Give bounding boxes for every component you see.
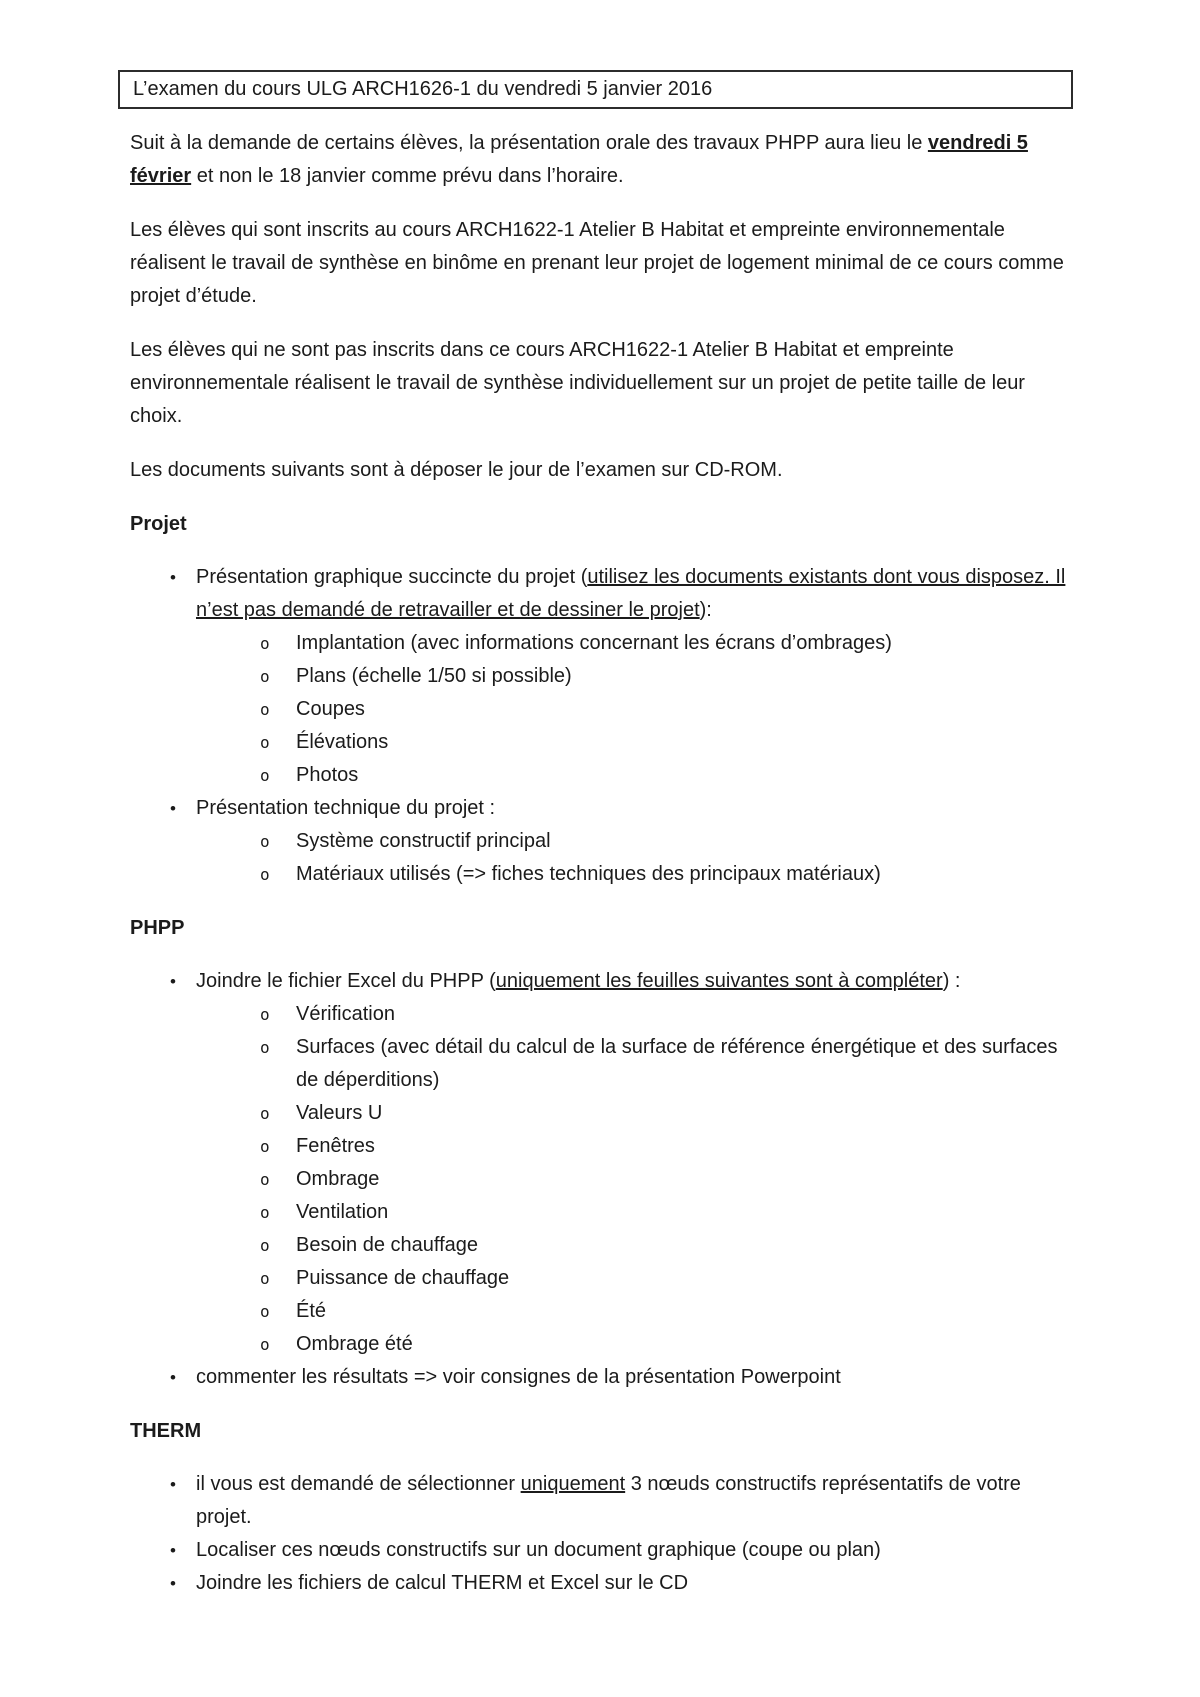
list-item <box>130 1361 1072 1394</box>
list-item-text: Plans (échelle 1/50 si possible) <box>296 665 572 687</box>
list-item <box>130 965 1072 998</box>
circle-bullet-icon: o <box>260 1236 270 1255</box>
list-item-text: Ombrage <box>296 1168 380 1190</box>
circle-bullet-icon: o <box>260 1104 270 1123</box>
bullet-icon: • <box>170 799 176 818</box>
list-item <box>130 561 1072 627</box>
list-item-text: Photos <box>296 764 359 786</box>
list-item-text: Système constructif principal <box>296 830 551 852</box>
list-item <box>130 759 1072 792</box>
list-item-text: Ventilation <box>296 1201 389 1223</box>
list-item-text: ): <box>699 599 712 621</box>
list-item-text: Ombrage été <box>296 1333 413 1355</box>
projet-list <box>130 561 1072 891</box>
emphasized-date: vendredi 5 février <box>130 132 1028 187</box>
circle-bullet-icon: o <box>260 700 270 719</box>
circle-bullet-icon: o <box>260 1269 270 1288</box>
list-item <box>130 998 1072 1031</box>
list-item-text: Présentation graphique succincte du projet ( <box>196 566 588 588</box>
paragraph-not-enrolled-students: Les élèves qui ne sont pas inscrits dans ce cours ARCH1622-1 Atelier B Habitat et empreinte environnementale réalisent le travail de synthèse individuellement sur un projet de petite taille de leur choix. <box>130 339 1025 427</box>
list-item-text: Joindre les fichiers de calcul THERM et Excel sur le CD <box>196 1572 689 1594</box>
list-item-text: Vérification <box>296 1003 395 1025</box>
bullet-icon: • <box>170 1574 176 1593</box>
circle-bullet-icon: o <box>260 634 270 653</box>
list-item-text: Joindre le fichier Excel du PHPP ( <box>196 970 496 992</box>
circle-bullet-icon: o <box>260 865 270 884</box>
list-item-text: Coupes <box>296 698 365 720</box>
paragraph-documents-cdrom: Les documents suivants sont à déposer le jour de l’examen sur CD-ROM. <box>130 459 783 481</box>
therm-list <box>130 1468 1072 1600</box>
underlined-text: utilisez les documents existants dont vous disposez. Il n’est pas demandé de retravailler et de dessiner le projet <box>196 566 1066 621</box>
list-item <box>130 693 1072 726</box>
paragraph-text: et non le 18 janvier comme prévu dans l’horaire. <box>191 165 624 187</box>
circle-bullet-icon: o <box>260 1170 270 1189</box>
list-item-text: Besoin de chauffage <box>296 1234 479 1256</box>
list-item <box>130 1534 1072 1567</box>
list-item-text: Été <box>296 1300 327 1322</box>
circle-bullet-icon: o <box>260 1203 270 1222</box>
section-heading-phpp: PHPP <box>130 917 185 939</box>
paragraph-enrolled-students: Les élèves qui sont inscrits au cours ARCH1622-1 Atelier B Habitat et empreinte environnementale réalisent le travail de synthèse en binôme en prenant leur projet de logement minimal de ce cours comme projet d’étude. <box>130 219 1064 307</box>
list-item-text: Matériaux utilisés (=> fiches techniques des principaux matériaux) <box>296 863 881 885</box>
circle-bullet-icon: o <box>260 1005 270 1024</box>
list-item-text: Fenêtres <box>296 1135 375 1157</box>
underlined-text: uniquement <box>520 1473 626 1495</box>
paragraph-schedule-change <box>130 127 1072 193</box>
circle-bullet-icon: o <box>260 733 270 752</box>
list-item-text <box>196 1468 1072 1534</box>
bullet-icon: • <box>170 1368 176 1387</box>
paragraph-text: Suit à la demande de certains élèves, la présentation orale des travaux PHPP aura lieu le <box>130 132 928 154</box>
list-item-text: il vous est demandé de sélectionner <box>196 1473 521 1495</box>
document-title: L’examen du cours ULG ARCH1626-1 du vendredi 5 janvier 2016 <box>133 78 713 100</box>
list-item <box>130 792 1072 825</box>
bullet-icon: • <box>170 1541 176 1560</box>
circle-bullet-icon: o <box>260 667 270 686</box>
list-item <box>130 1262 1072 1295</box>
underlined-text: uniquement les feuilles suivantes sont à compléter <box>495 970 943 992</box>
list-item <box>130 858 1072 891</box>
list-item <box>130 1567 1072 1600</box>
list-item <box>130 1196 1072 1229</box>
circle-bullet-icon: o <box>260 1335 270 1354</box>
list-item-text <box>196 965 1072 998</box>
list-item-text: Implantation (avec informations concernant les écrans d’ombrages) <box>296 632 892 654</box>
circle-bullet-icon: o <box>260 1302 270 1321</box>
title-box <box>118 70 1073 109</box>
list-item <box>130 1130 1072 1163</box>
list-item <box>130 1328 1072 1361</box>
circle-bullet-icon: o <box>260 1038 270 1057</box>
list-item <box>130 1097 1072 1130</box>
list-item-text: Surfaces (avec détail du calcul de la surface de référence énergétique et des surfaces de déperditions) <box>296 1036 1058 1091</box>
circle-bullet-icon: o <box>260 832 270 851</box>
list-item-text: commenter les résultats => voir consignes de la présentation Powerpoint <box>196 1366 841 1388</box>
list-item <box>130 1295 1072 1328</box>
list-item-text: Présentation technique du projet : <box>196 797 496 819</box>
circle-bullet-icon: o <box>260 766 270 785</box>
list-item-text: ) : <box>942 970 961 992</box>
list-item <box>130 1031 1072 1097</box>
bullet-icon: • <box>170 1475 176 1494</box>
list-item <box>130 660 1072 693</box>
circle-bullet-icon: o <box>260 1137 270 1156</box>
list-item-text: Puissance de chauffage <box>296 1267 510 1289</box>
list-item-text: 3 nœuds constructifs représentatifs de votre projet. <box>196 1473 1021 1528</box>
list-item <box>130 1229 1072 1262</box>
bullet-icon: • <box>170 568 176 587</box>
list-item <box>130 627 1072 660</box>
section-heading-therm: THERM <box>130 1420 202 1442</box>
bullet-icon: • <box>170 972 176 991</box>
list-item <box>130 825 1072 858</box>
list-item <box>130 1468 1072 1534</box>
list-item-text <box>196 561 1072 627</box>
list-item-text: Valeurs U <box>296 1102 383 1124</box>
section-heading-projet: Projet <box>130 513 187 535</box>
list-item <box>130 1163 1072 1196</box>
phpp-list <box>130 965 1072 1394</box>
list-item-text: Élévations <box>296 731 389 753</box>
list-item <box>130 726 1072 759</box>
list-item-text: Localiser ces nœuds constructifs sur un document graphique (coupe ou plan) <box>196 1539 881 1561</box>
